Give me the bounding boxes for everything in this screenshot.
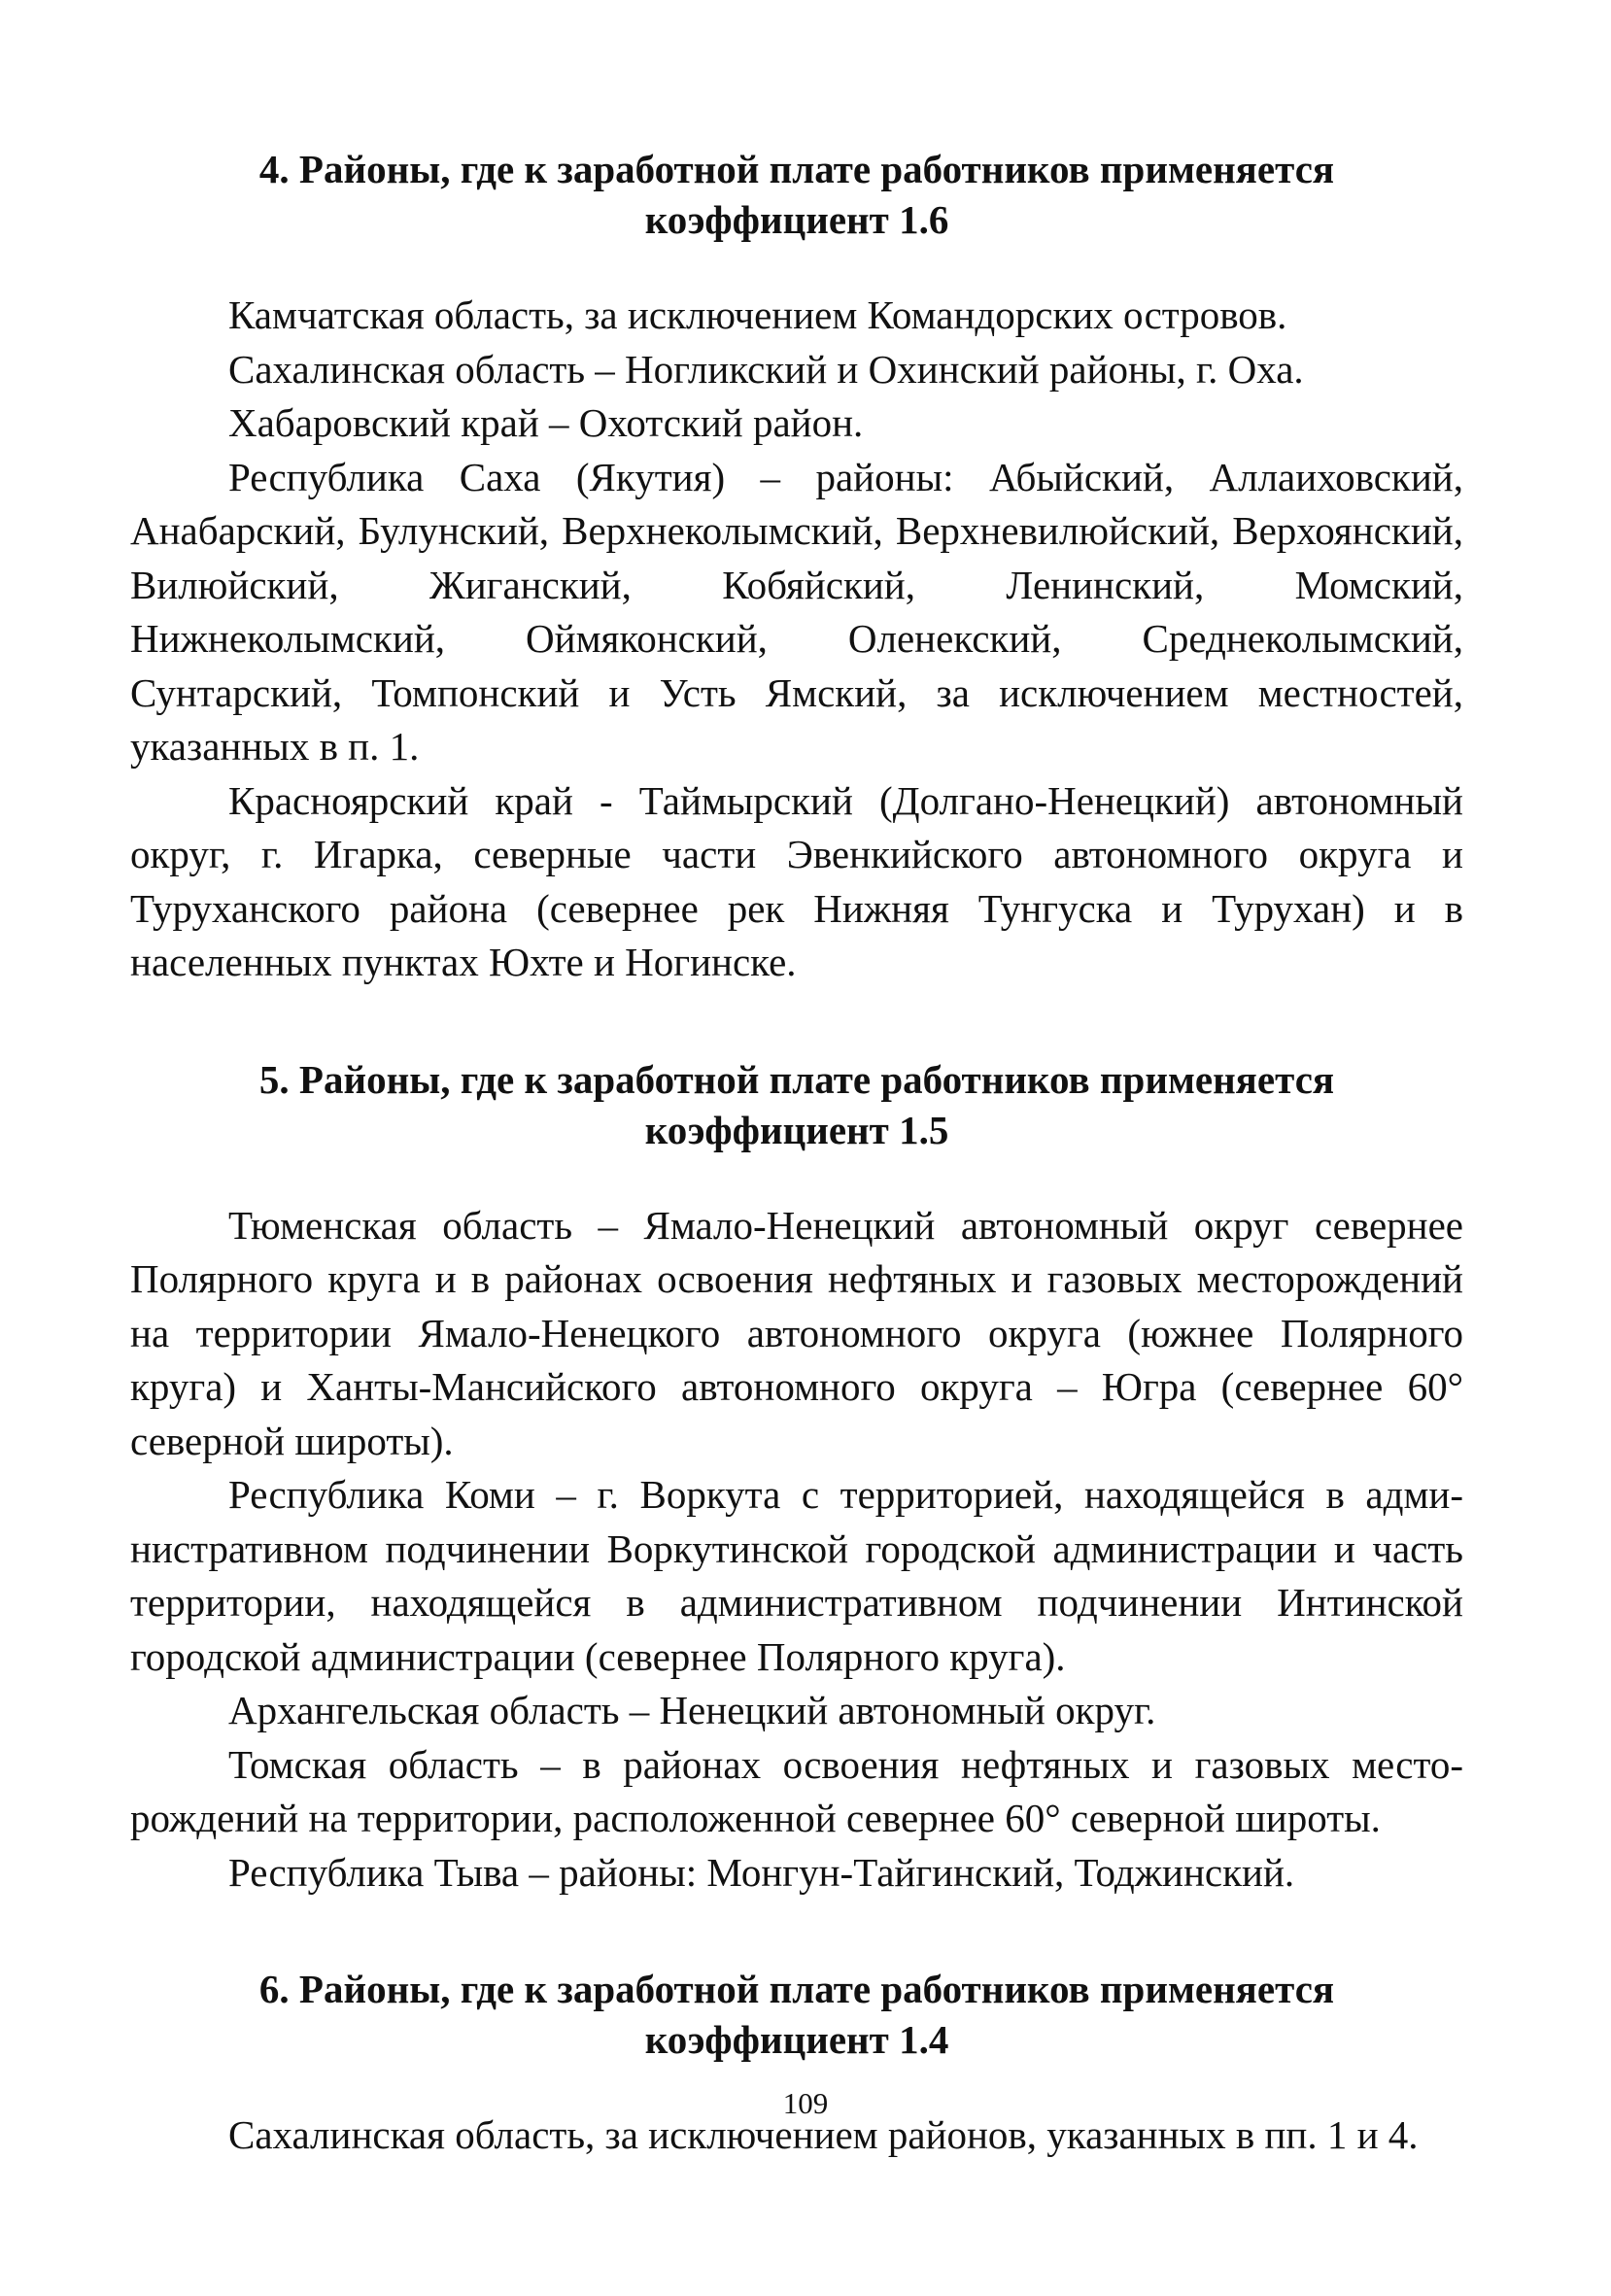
paragraph: Томская область – в районах освоения нефтяных и газовых месторождений на территории, расположенной севернее 60° северной широты.	[130, 1741, 1463, 1840]
section-heading	[130, 144, 1463, 245]
document-page	[130, 144, 1463, 2163]
paragraph: Тюменская область – Ямало-Ненецкий автономный округ севернее Полярного круга и в районах освоения нефтяных и газовых месторождений на территории Ямало-Ненецкого автономного округа (южнее Полярного круга) и Ханты-Мансийского автономного округа – Югра (севернее 60° северной широты).	[130, 1202, 1463, 1463]
section-heading-line1: 4. Районы, где к заработной плате работников применяется	[258, 147, 1335, 191]
section-spacer	[130, 1900, 1463, 1964]
paragraph: Архангельская область – Ненецкий автономный округ.	[228, 1688, 1156, 1732]
section-coefficient-1-6	[130, 144, 1463, 990]
section-coefficient-1-4	[130, 1964, 1463, 2163]
section-heading-line1: 6. Районы, где к заработной плате работников применяется	[258, 1967, 1335, 2011]
section-heading	[130, 1964, 1463, 2065]
paragraph: Сахалинская область, за исключением районов, указанных в пп. 1 и 4.	[228, 2112, 1419, 2157]
paragraph: Республика Саха (Якутия) – районы: Абыйский, Аллаиховский, Анабарский, Булунский, Верхнеколымский, Верхневилюйский, Верхоянский, Вилюйский, Жиганский, Кобяйский, Ленинский, Момский, Нижнеколымский, Оймяконский, Оленекский, Среднеколымский, Сунтарский, Томпонский и Усть Ямский, за исключением местностей, указанных в п. 1.	[130, 454, 1463, 769]
paragraph: Республика Коми – г. Воркута с территорией, находящейся в административном подчинении Воркутинской городской администрации и часть территории, находящейся в административном подчинении Интинской городской администрации (севернее Полярного круга).	[130, 1472, 1463, 1679]
page-number: 109	[782, 2086, 829, 2120]
section-heading-line1: 5. Районы, где к заработной плате работников применяется	[258, 1056, 1335, 1102]
section-body	[130, 289, 1463, 990]
section-heading-line2: коэффициент 1.6	[644, 197, 949, 242]
paragraph: Хабаровский край – Охотский район.	[228, 400, 864, 445]
paragraph: Камчатская область, за исключением Командорских островов.	[228, 292, 1287, 337]
paragraph: Сахалинская область – Ногликский и Охинский районы, г. Оха.	[228, 346, 1304, 392]
section-heading-line2: коэффициент 1.5	[644, 1107, 949, 1152]
paragraph: Красноярский край - Таймырский (Долгано-Ненецкий) автономный округ, г. Игарка, северные части Эвенкийского автономного округа и Туруханского района (севернее рек Нижняя Тунгуска и Турухан) и в населенных пунктах Юхте и Ногинске.	[130, 777, 1463, 984]
section-heading	[130, 1054, 1463, 1155]
section-heading-line2: коэффициент 1.4	[644, 2017, 949, 2062]
paragraph: Республика Тыва – районы: Монгун-Тайгинский, Тоджинский.	[228, 1849, 1295, 1895]
section-spacer	[130, 990, 1463, 1054]
section-body	[130, 1199, 1463, 1901]
section-coefficient-1-5	[130, 1054, 1463, 1901]
